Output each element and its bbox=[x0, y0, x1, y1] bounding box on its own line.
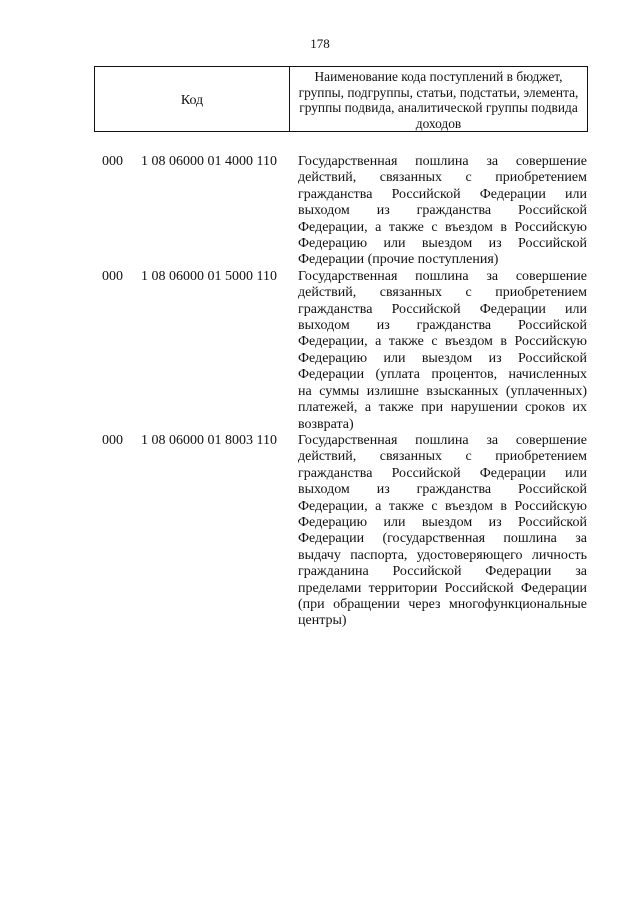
income-description bbox=[298, 433, 587, 630]
description-line: Государственная пошлина за совершение bbox=[298, 432, 587, 448]
description-line: выходом из гражданства Российской bbox=[298, 203, 587, 219]
description-line: выходом из гражданства Российской bbox=[298, 318, 587, 334]
description-line: выходом из гражданства Российской bbox=[298, 482, 587, 498]
description-line: гражданства Российской Федерации или bbox=[298, 301, 587, 317]
description-line: Федерацию или выездом из Российской bbox=[298, 350, 587, 366]
income-description bbox=[298, 269, 587, 433]
description-line: возврата) bbox=[298, 416, 354, 432]
description-line: Федерацию или выездом из Российской bbox=[298, 236, 587, 252]
description-line: Федерации, а также с въездом в Российскую bbox=[298, 219, 587, 235]
description-line: центры) bbox=[298, 613, 347, 629]
description-line: Федерации, а также с въездом в Российскую bbox=[298, 498, 587, 514]
table-body bbox=[0, 154, 640, 630]
page-number: 178 bbox=[310, 36, 330, 51]
description-line: платежей, а также при нарушении сроков их bbox=[298, 400, 587, 416]
income-description bbox=[298, 154, 587, 269]
description-line: Федерации (государственная пошлина за bbox=[298, 531, 587, 547]
description-line: (при обращении через многофункциональные bbox=[298, 596, 587, 612]
table-row bbox=[0, 269, 640, 433]
description-line: выдачу паспорта, удостоверяющего личность bbox=[298, 547, 587, 563]
description-line: гражданина Российской Федерации за bbox=[298, 564, 587, 580]
table-header bbox=[94, 66, 588, 132]
description-line: действий, связанных с приобретением bbox=[298, 170, 587, 186]
description-line: Федерацию или выездом из Российской bbox=[298, 514, 587, 530]
admin-code: 000 bbox=[102, 154, 123, 169]
income-code: 1 08 06000 01 8003 110 bbox=[141, 432, 277, 448]
description-line: Государственная пошлина за совершение bbox=[298, 268, 587, 284]
description-line: действий, связанных с приобретением bbox=[298, 449, 587, 465]
admin-code: 000 bbox=[102, 432, 123, 448]
table-row bbox=[0, 433, 640, 630]
description-line: Федерации, а также с въездом в Российскую bbox=[298, 334, 587, 350]
description-line: пределами территории Российской Федерации bbox=[298, 580, 587, 596]
description-line: Федерации (прочие поступления) bbox=[298, 252, 499, 268]
description-line: Государственная пошлина за совершение bbox=[298, 154, 587, 169]
description-line: действий, связанных с приобретением bbox=[298, 285, 587, 301]
table-row bbox=[0, 154, 640, 269]
header-code-label: Код bbox=[95, 67, 290, 131]
income-code: 1 08 06000 01 5000 110 bbox=[141, 268, 277, 284]
description-line: гражданства Российской Федерации или bbox=[298, 186, 587, 202]
header-name-label: Наименование кода поступлений в бюджет, группы, подгруппы, статьи, подстатьи, элемента, группы подвида, аналитической группы подвида доходов bbox=[298, 69, 579, 131]
description-line: гражданства Российской Федерации или bbox=[298, 465, 587, 481]
description-line: Федерации (уплата процентов, начисленных bbox=[298, 367, 587, 383]
admin-code: 000 bbox=[102, 268, 123, 284]
income-code: 1 08 06000 01 4000 110 bbox=[141, 154, 277, 169]
description-line: на суммы излишне взысканных (уплаченных) bbox=[298, 383, 587, 399]
